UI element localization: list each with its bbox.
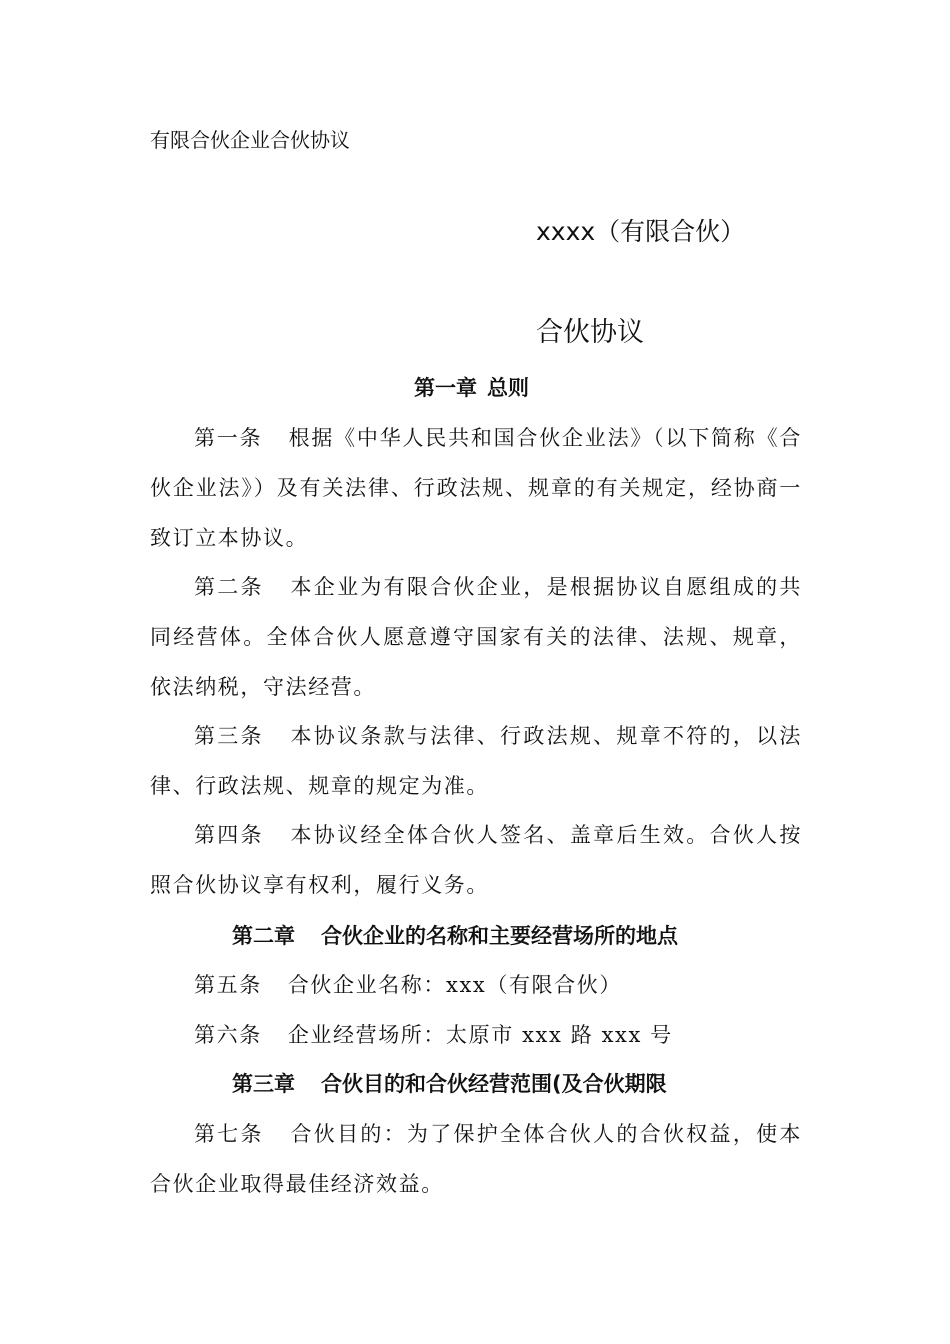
article-number: 第五条: [194, 973, 262, 997]
article-text: 合伙目的：为了保护全体合伙人的合伙权益，使本合伙企业取得最佳经济效益。: [150, 1122, 802, 1196]
article-number: 第三条: [194, 724, 264, 748]
chapter-number: 第三章: [232, 1072, 295, 1096]
article-text: 合伙企业名称：xxx（有限合伙）: [287, 973, 622, 997]
company-name: xxxx（有限合伙）: [536, 217, 746, 246]
article-text: 根据《中华人民共和国合伙企业法》（以下简称《合伙企业法》）及有关法律、行政法规、规章的有关规定，经协商一致订立本协议。: [150, 426, 802, 550]
chapter-title: 合伙目的和合伙经营范围(及合伙期限: [321, 1072, 667, 1096]
article-2: [150, 562, 802, 712]
article-text: 本协议经全体合伙人签名、盖章后生效。合伙人按照合伙协议享有权利，履行义务。: [150, 823, 802, 897]
chapter-heading-3: [232, 1069, 667, 1099]
chapter-heading-2: [232, 921, 678, 951]
article-6: [150, 1010, 802, 1060]
article-number: 第七条: [194, 1122, 264, 1146]
article-number: 第二条: [194, 575, 264, 599]
header-line: 有限合伙企业合伙协议: [150, 128, 350, 152]
article-1: [150, 413, 802, 563]
chapter-heading-1: [414, 373, 529, 403]
chapter-number: 第二章: [232, 924, 295, 948]
article-7: [150, 1109, 802, 1209]
chapter-number: 第一章: [414, 376, 477, 400]
article-3: [150, 711, 802, 811]
chapter-title: 合伙企业的名称和主要经营场所的地点: [321, 924, 678, 948]
chapter-title: 总则: [487, 376, 529, 400]
article-text: 本企业为有限合伙企业，是根据协议自愿组成的共同经营体。全体合伙人愿意遵守国家有关的法律、法规、规章，依法纳税，守法经营。: [150, 575, 802, 699]
article-text: 企业经营场所：太原市 xxx 路 xxx 号: [287, 1023, 673, 1047]
article-4: [150, 810, 802, 910]
article-number: 第六条: [194, 1023, 262, 1047]
article-number: 第一条: [194, 426, 263, 450]
article-5: [150, 960, 802, 1010]
article-text: 本协议条款与法律、行政法规、规章不符的，以法律、行政法规、规章的规定为准。: [150, 724, 802, 798]
document-title: 合伙协议: [536, 317, 644, 348]
article-number: 第四条: [194, 823, 264, 847]
